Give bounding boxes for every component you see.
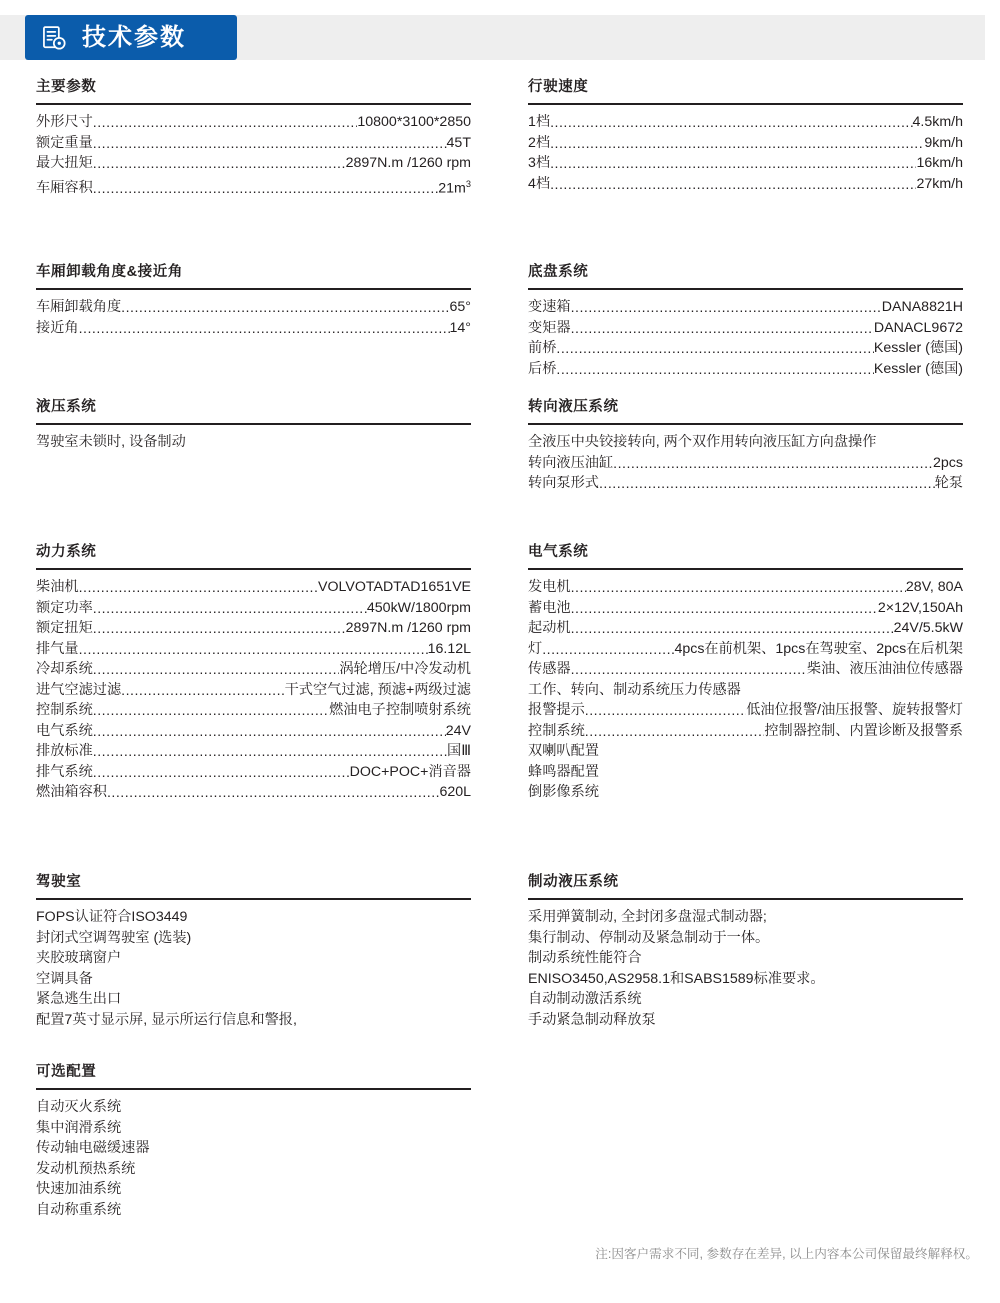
spec-value: 45T	[446, 134, 471, 151]
spec-value: 2897N.m /1260 rpm	[345, 155, 471, 171]
spec-label: 最大扭矩	[36, 155, 93, 171]
dot-leader	[107, 789, 439, 803]
spec-text-line: 自动制动激活系统	[528, 991, 642, 1007]
spec-text-line: 封闭式空调驾驶室 (选装)	[36, 929, 192, 946]
section-title: 转向液压系统	[528, 399, 619, 415]
section-divider	[528, 423, 963, 425]
spec-value: 低油位报警/油压报警、旋转报警灯	[746, 702, 963, 718]
section-body	[36, 112, 471, 199]
spec-row	[528, 639, 963, 660]
spec-value: 28V, 80A	[905, 579, 963, 595]
spec-label: 控制系统	[528, 722, 585, 739]
section-divider	[528, 568, 963, 570]
dot-leader	[121, 686, 284, 700]
spec-row	[528, 338, 963, 359]
dot-leader	[556, 365, 874, 379]
spec-value: DOC+POC+消音器	[349, 763, 471, 780]
dot-leader	[93, 748, 447, 762]
dot-leader	[550, 139, 924, 153]
section-body	[36, 432, 471, 453]
section-title: 车厢卸载角度&接近角	[36, 264, 183, 280]
section-title: 底盘系统	[528, 264, 589, 280]
spec-value: 干式空气过滤, 预滤+两级过滤	[284, 681, 471, 698]
dot-leader	[550, 160, 916, 174]
dot-leader	[79, 324, 450, 338]
spec-label: 额定重量	[36, 134, 93, 151]
spec-section	[528, 540, 963, 803]
spec-value: 10800*3100*2850	[357, 114, 471, 130]
section-body	[528, 297, 963, 379]
spec-label: 发电机	[528, 579, 571, 595]
dot-leader	[571, 584, 906, 598]
section-divider	[528, 103, 963, 105]
spec-label: 额定功率	[36, 599, 93, 616]
spec-row	[36, 297, 471, 318]
spec-section	[36, 870, 471, 1030]
spec-row	[528, 133, 963, 154]
spec-text-line: 自动称重系统	[36, 1201, 122, 1218]
spec-label: 变矩器	[528, 319, 571, 336]
spec-row	[36, 782, 471, 803]
page-header-tab	[25, 15, 237, 60]
section-title: 驾驶室	[36, 874, 82, 890]
spec-row	[36, 680, 471, 701]
dot-leader	[556, 345, 874, 359]
spec-section	[528, 395, 963, 494]
dot-leader	[93, 707, 329, 721]
spec-text-line: 蜂鸣器配置	[528, 763, 599, 780]
spec-section	[528, 260, 963, 379]
spec-value: 国Ⅲ	[447, 743, 471, 759]
dot-leader	[93, 160, 346, 174]
spec-row	[528, 453, 963, 474]
section-divider	[36, 423, 471, 425]
spec-row	[528, 153, 963, 174]
spec-label: 车厢卸载角度	[36, 299, 122, 315]
spec-row	[36, 659, 471, 680]
spec-value: 65°	[449, 299, 471, 315]
spec-section	[528, 75, 963, 194]
spec-label: 前桥	[528, 340, 557, 356]
spec-label: 变速箱	[528, 299, 571, 315]
spec-row	[36, 174, 471, 199]
spec-text-line: 自动灭火系统	[36, 1099, 122, 1115]
spec-value: 450kW/1800rpm	[366, 599, 471, 616]
document-settings-icon	[40, 24, 68, 52]
spec-row	[36, 741, 471, 762]
spec-text-line: 采用弹簧制动, 全封闭多盘湿式制动器;	[528, 909, 767, 925]
section-body	[528, 577, 963, 803]
spec-value: 轮泵	[934, 475, 963, 491]
dot-leader	[121, 304, 449, 318]
spec-text-line: 紧急逃生出口	[36, 991, 122, 1007]
spec-row	[36, 577, 471, 598]
spec-value: VOLVOTADTAD1651VE	[318, 579, 471, 595]
disclaimer-note: 注:因客户需求不同, 参数存在差异, 以上内容本公司保留最终解释权。	[595, 1247, 978, 1261]
spec-row	[528, 700, 963, 721]
spec-label: 燃油箱容积	[36, 784, 107, 800]
section-title: 可选配置	[36, 1064, 97, 1080]
dot-leader	[93, 625, 346, 639]
spec-section	[36, 540, 471, 803]
spec-text-line: 传动轴电磁缓速器	[36, 1140, 150, 1156]
section-body	[528, 907, 963, 1030]
dot-leader	[585, 727, 765, 741]
spec-value: $21m^3$	[438, 178, 471, 197]
spec-value: 14°	[449, 319, 471, 336]
section-title: 动力系统	[36, 544, 97, 560]
spec-text-line: 配置7英寸显示屏, 显示所运行信息和警报,	[36, 1011, 297, 1028]
section-title: 行驶速度	[528, 79, 589, 95]
spec-label: 车厢容积	[36, 180, 93, 197]
section-body	[528, 432, 963, 494]
spec-value: 2×12V,150Ah	[877, 599, 963, 616]
spec-text-line: ENISO3450,AS2958.1和SABS1589标准要求。	[528, 970, 825, 987]
spec-text-line: 制动系统性能符合	[528, 950, 642, 966]
section-body	[528, 112, 963, 194]
spec-value: DANACL9672	[873, 319, 963, 336]
spec-row	[528, 721, 963, 742]
spec-row	[36, 598, 471, 619]
dot-leader	[79, 584, 318, 598]
spec-row	[528, 598, 963, 619]
spec-row	[36, 721, 471, 742]
spec-text-line: 空调具备	[36, 970, 93, 987]
spec-row	[528, 359, 963, 380]
spec-value: 4pcs在前机架、1pcs在驾驶室、2pcs在后机架	[674, 640, 963, 657]
dot-leader	[550, 119, 912, 133]
dot-leader	[93, 666, 340, 680]
section-title: 主要参数	[36, 79, 97, 95]
spec-label: 接近角	[36, 319, 79, 336]
dot-leader	[585, 707, 746, 721]
dot-leader	[93, 185, 438, 199]
spec-section	[36, 1060, 471, 1220]
spec-label: 转向泵形式	[528, 475, 599, 491]
dot-leader	[599, 480, 935, 494]
spec-value: 4.5km/h	[912, 114, 963, 130]
spec-row	[36, 762, 471, 783]
section-divider	[36, 288, 471, 290]
spec-label: 传感器	[528, 661, 571, 677]
spec-value: 控制器控制、内置诊断及报警系	[764, 722, 963, 739]
dot-leader	[93, 604, 367, 618]
spec-label: 排放标准	[36, 743, 93, 759]
spec-row	[528, 659, 963, 680]
section-title: 制动液压系统	[528, 874, 619, 890]
spec-label: 2档	[528, 134, 551, 151]
spec-text-line: 夹胶玻璃窗户	[36, 950, 122, 966]
spec-value: 24V/5.5kW	[893, 620, 963, 636]
section-divider	[36, 898, 471, 900]
spec-label: 电气系统	[36, 722, 93, 739]
spec-text-line: 全液压中央铰接转向, 两个双作用转向液压缸方向盘操作	[528, 434, 877, 450]
spec-row	[36, 133, 471, 154]
spec-label: 冷却系统	[36, 661, 93, 677]
dot-leader	[571, 604, 878, 618]
section-divider	[528, 898, 963, 900]
dot-leader	[93, 119, 358, 133]
spec-value: Kessler (德国)	[873, 360, 963, 377]
spec-text-line: 驾驶室未锁时, 设备制动	[36, 434, 186, 450]
dot-leader	[93, 139, 447, 153]
dot-leader	[571, 304, 882, 318]
spec-label: 起动机	[528, 620, 571, 636]
spec-value: 2pcs	[933, 454, 963, 471]
dot-leader	[550, 180, 916, 194]
spec-label: 外形尺寸	[36, 114, 93, 130]
spec-row	[528, 112, 963, 133]
spec-label: 排气系统	[36, 763, 93, 780]
spec-text-line: 倒影像系统	[528, 784, 599, 800]
spec-value: 柴油、液压油油位传感器	[806, 661, 963, 677]
dot-leader	[93, 768, 350, 782]
spec-label: 后桥	[528, 360, 557, 377]
spec-value: 620L	[439, 784, 471, 800]
spec-label: 进气空滤过滤	[36, 681, 122, 698]
spec-row	[528, 174, 963, 195]
spec-section	[36, 75, 471, 199]
section-divider	[36, 1088, 471, 1090]
dot-leader	[613, 459, 933, 473]
section-body	[36, 907, 471, 1030]
dot-leader	[571, 324, 874, 338]
spec-value: 24V	[445, 722, 471, 739]
spec-row	[528, 297, 963, 318]
section-body	[36, 577, 471, 803]
spec-row	[528, 618, 963, 639]
spec-text-line: 手动紧急制动释放泵	[528, 1011, 656, 1028]
spec-section	[36, 395, 471, 453]
section-divider	[36, 103, 471, 105]
spec-text-line: 工作、转向、制动系统压力传感器	[528, 681, 741, 698]
spec-row	[36, 618, 471, 639]
spec-section	[528, 870, 963, 1030]
spec-label: 报警提示	[528, 702, 585, 718]
dot-leader	[571, 666, 807, 680]
spec-value: 9km/h	[924, 134, 963, 151]
dot-leader	[79, 645, 428, 659]
spec-row	[36, 112, 471, 133]
spec-row	[528, 473, 963, 494]
spec-label: 控制系统	[36, 702, 93, 718]
spec-text-line: FOPS认证符合ISO3449	[36, 909, 188, 925]
spec-label: 排气量	[36, 640, 79, 657]
spec-text-line: 发动机预热系统	[36, 1160, 136, 1177]
spec-value: 16km/h	[916, 155, 963, 171]
section-title: 液压系统	[36, 399, 97, 415]
section-title: 电气系统	[528, 544, 589, 560]
page-title: 技术参数	[82, 23, 186, 51]
spec-row	[528, 577, 963, 598]
spec-row	[36, 153, 471, 174]
spec-value: DANA8821H	[881, 299, 963, 315]
section-body	[36, 297, 471, 338]
spec-value: 涡轮增压/中冷发动机	[339, 661, 471, 677]
dot-leader	[542, 645, 674, 659]
dot-leader	[93, 727, 446, 741]
spec-row	[36, 639, 471, 660]
spec-label: 灯	[528, 640, 543, 657]
spec-label: 柴油机	[36, 579, 79, 595]
spec-text-line: 双喇叭配置	[528, 743, 599, 759]
spec-label: 3档	[528, 155, 551, 171]
spec-label: 4档	[528, 175, 551, 192]
spec-text-line: 集中润滑系统	[36, 1119, 122, 1136]
spec-text-line: 快速加油系统	[36, 1181, 122, 1197]
spec-value: Kessler (德国)	[873, 340, 963, 356]
spec-label: 1档	[528, 114, 551, 130]
spec-label: 转向液压油缸	[528, 454, 614, 471]
spec-value: 2897N.m /1260 rpm	[345, 620, 471, 636]
spec-text-line: 集行制动、停制动及紧急制动于一体。	[528, 929, 770, 946]
spec-row	[528, 318, 963, 339]
spec-row	[36, 700, 471, 721]
spec-value: 27km/h	[916, 175, 963, 192]
section-body	[36, 1097, 471, 1220]
spec-value: 16.12L	[427, 640, 471, 657]
spec-label: 额定扭矩	[36, 620, 93, 636]
spec-section	[36, 260, 471, 338]
dot-leader	[571, 625, 894, 639]
spec-value: 燃油电子控制喷射系统	[329, 702, 471, 718]
spec-label: 蓄电池	[528, 599, 571, 616]
section-divider	[528, 288, 963, 290]
spec-row	[36, 318, 471, 339]
section-divider	[36, 568, 471, 570]
